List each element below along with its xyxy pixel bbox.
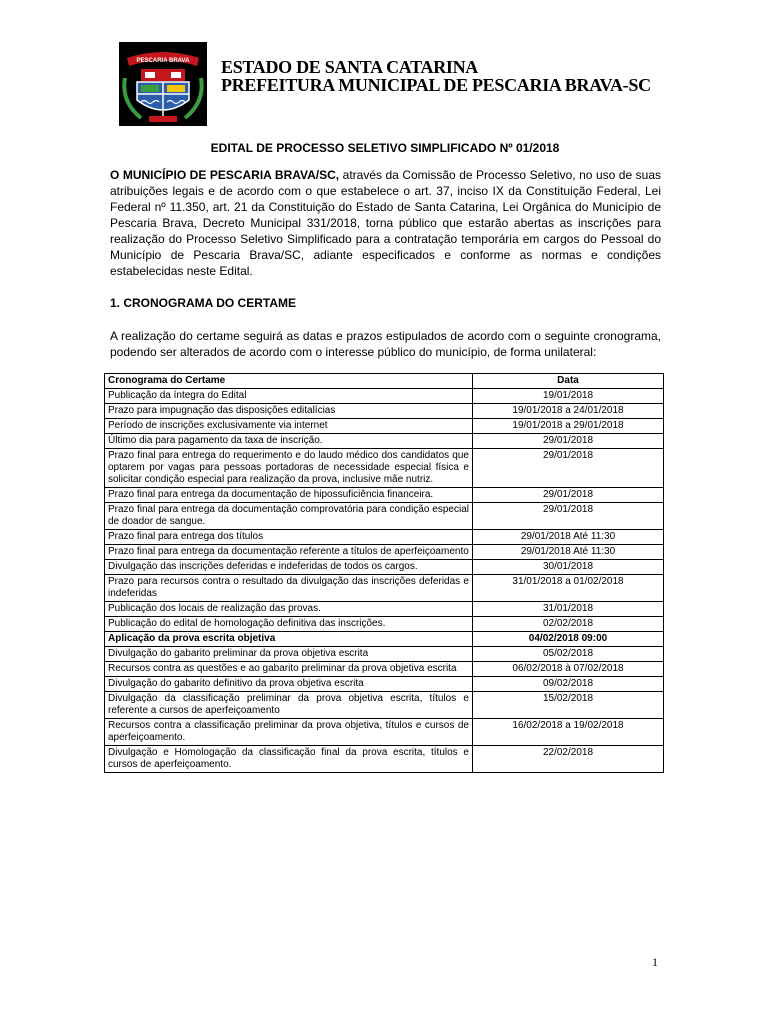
header-activity: Cronograma do Certame [105, 374, 473, 389]
row-activity: Prazo final para entrega da documentação referente a títulos de aperfeiçoamento [105, 545, 473, 560]
table-row [105, 530, 664, 545]
row-activity: Divulgação do gabarito preliminar da prova objetiva escrita [105, 647, 473, 662]
row-activity: Publicação do edital de homologação definitiva das inscrições. [105, 617, 473, 632]
row-activity: Recursos contra as questões e ao gabarito preliminar da prova objetiva escrita [105, 662, 473, 677]
header-date: Data [473, 374, 664, 389]
row-activity: Prazo para impugnação das disposições editalícias [105, 404, 473, 419]
table-row [105, 449, 664, 488]
table-row [105, 677, 664, 692]
table-row [105, 488, 664, 503]
coat-of-arms-icon [119, 42, 207, 126]
row-activity: Último dia para pagamento da taxa de inscrição. [105, 434, 473, 449]
row-activity: Prazo final para entrega da documentação comprovatória para condição especial de doador de sangue. [105, 503, 473, 530]
row-date: 29/01/2018 Até 11:30 [473, 530, 664, 545]
document-header [221, 58, 651, 94]
row-date: 19/01/2018 a 29/01/2018 [473, 419, 664, 434]
table-row [105, 389, 664, 404]
row-date: 06/02/2018 à 07/02/2018 [473, 662, 664, 677]
row-date: 19/01/2018 a 24/01/2018 [473, 404, 664, 419]
schedule-table [104, 373, 664, 773]
row-activity: Prazo final para entrega do requerimento e do laudo médico dos candidatos que optarem por vagas para pessoas portadoras de necessidade especial física e solicitar condição especial para realização da prova, inclusive mãe nutriz. [105, 449, 473, 488]
table-row [105, 719, 664, 746]
header-state-line: ESTADO DE SANTA CATARINA [221, 57, 479, 77]
table-header-row [105, 374, 664, 389]
schedule-table-body [105, 389, 664, 773]
row-activity: Período de inscrições exclusivamente via internet [105, 419, 473, 434]
row-date: 29/01/2018 Até 11:30 [473, 545, 664, 560]
row-date: 29/01/2018 [473, 503, 664, 530]
row-activity: Publicação dos locais de realização das provas. [105, 602, 473, 617]
table-row [105, 692, 664, 719]
row-date: 16/02/2018 a 19/02/2018 [473, 719, 664, 746]
table-row [105, 662, 664, 677]
table-row [105, 602, 664, 617]
table-row [105, 560, 664, 575]
edital-title: EDITAL DE PROCESSO SELETIVO SIMPLIFICADO Nº 01/2018 [210, 141, 560, 155]
section-1-paragraph: A realização do certame seguirá as datas e prazos estipulados de acordo com o seguinte cronograma, podendo ser alterados de acordo com o interesse público do município, de forma unilateral: [110, 329, 661, 359]
row-date: 19/01/2018 [473, 389, 664, 404]
row-activity: Prazo para recursos contra o resultado da divulgação das inscrições deferidas e indeferidas [105, 575, 473, 602]
table-row [105, 746, 664, 773]
table-row [105, 404, 664, 419]
table-row [105, 647, 664, 662]
row-date: 04/02/2018 09:00 [473, 632, 664, 647]
row-date: 22/02/2018 [473, 746, 664, 773]
row-activity: Recursos contra a classificação preliminar da prova objetiva, títulos e cursos de aperfeiçoamento. [105, 719, 473, 746]
table-row [105, 617, 664, 632]
intro-bold-lead: O MUNICÍPIO DE PESCARIA BRAVA/SC, [110, 168, 340, 182]
page-number: 1 [652, 955, 658, 969]
municipal-coat-of-arms [119, 42, 207, 126]
table-row [105, 632, 664, 647]
header-prefecture-line: PREFEITURA MUNICIPAL DE PESCARIA BRAVA-SC [221, 75, 651, 95]
row-date: 29/01/2018 [473, 434, 664, 449]
row-date: 09/02/2018 [473, 677, 664, 692]
intro-paragraph [110, 167, 661, 279]
section-1-title: 1. CRONOGRAMA DO CERTAME [110, 296, 296, 310]
row-date: 29/01/2018 [473, 449, 664, 488]
table-row [105, 575, 664, 602]
row-date: 02/02/2018 [473, 617, 664, 632]
row-activity: Publicação da íntegra do Edital [105, 389, 473, 404]
table-row [105, 545, 664, 560]
row-date: 31/01/2018 [473, 602, 664, 617]
table-row [105, 503, 664, 530]
row-activity: Prazo final para entrega dos títulos [105, 530, 473, 545]
row-activity: Divulgação e Homologação da classificação final da prova escrita, títulos e cursos de aperfeiçoamento. [105, 746, 473, 773]
row-date: 29/01/2018 [473, 488, 664, 503]
logo-banner-text: PESCARIA BRAVA [136, 58, 190, 64]
intro-text: através da Comissão de Processo Seletivo, no uso de suas atribuições legais e de acordo com o que estabelece o art. 37, inciso IX da Constituição Federal, Lei Federal nº 11.350, art. 21 da Constituição do Estado de Santa Catarina, Lei Orgânica do Município de Pescaria Brava, Decreto Municipal 331/2018, torna público que estarão abertas as inscrições para realização do Processo Seletivo Simplificado para a contratação temporária em cargos do Pessoal do Município de Pescaria Brava/SC, adiante especificados e conforme as normas e condições estabelecidas neste Edital. [110, 168, 661, 278]
row-activity: Divulgação da classificação preliminar da prova objetiva escrita, títulos e referente a cursos de aperfeiçoamento [105, 692, 473, 719]
table-row [105, 434, 664, 449]
row-activity: Divulgação das inscrições deferidas e indeferidas de todos os cargos. [105, 560, 473, 575]
row-activity: Prazo final para entrega da documentação de hipossuficiência financeira. [105, 488, 473, 503]
row-activity: Divulgação do gabarito definitivo da prova objetiva escrita [105, 677, 473, 692]
row-date: 15/02/2018 [473, 692, 664, 719]
table-row [105, 419, 664, 434]
row-date: 31/01/2018 a 01/02/2018 [473, 575, 664, 602]
row-date: 30/01/2018 [473, 560, 664, 575]
row-date: 05/02/2018 [473, 647, 664, 662]
row-activity: Aplicação da prova escrita objetiva [105, 632, 473, 647]
